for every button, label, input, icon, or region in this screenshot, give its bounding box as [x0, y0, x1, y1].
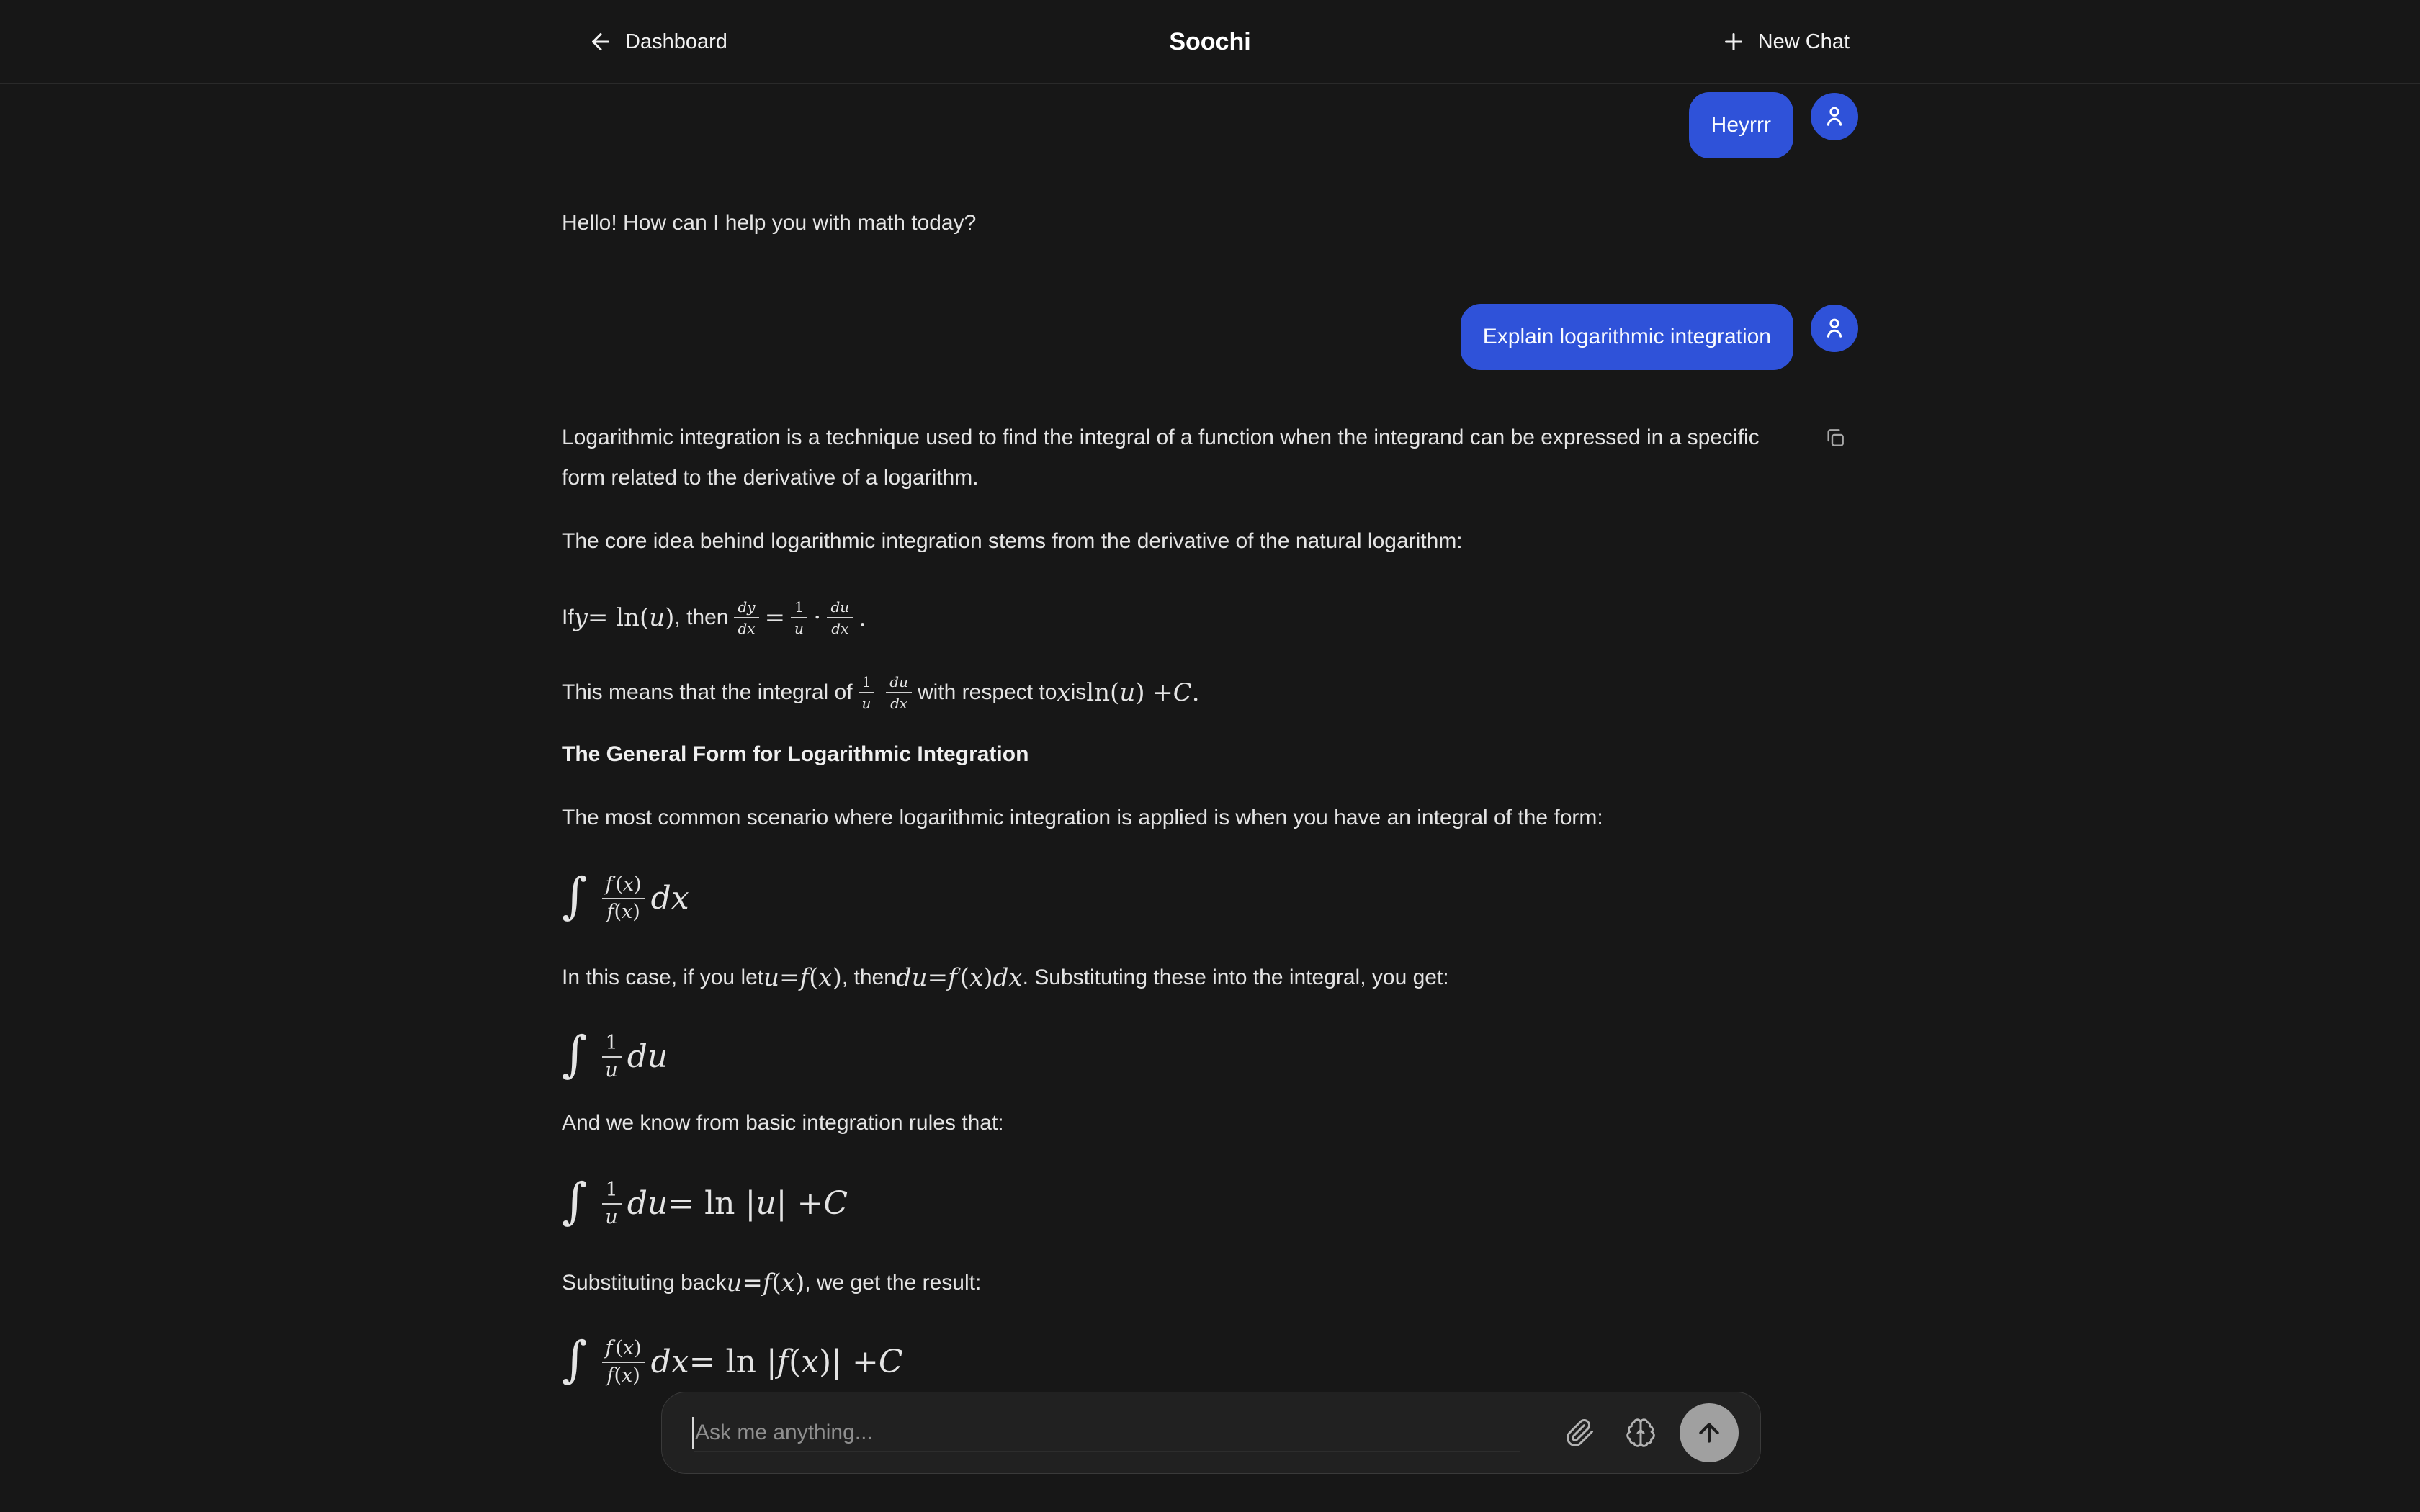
- text-run: du: [830, 598, 850, 616]
- text-run: du: [627, 1185, 668, 1222]
- text-run: , we get the result:: [805, 1271, 982, 1295]
- text-run: (: [771, 1269, 781, 1297]
- text-run: u: [605, 1206, 618, 1228]
- text-run: dx: [650, 1344, 689, 1380]
- text-run: 1: [861, 673, 871, 690]
- text-run: dx: [890, 695, 908, 712]
- chat-input[interactable]: [694, 1421, 1560, 1445]
- message-block: [562, 521, 1795, 562]
- text-run: with respect to: [917, 680, 1057, 704]
- text-run: C: [878, 1344, 903, 1380]
- text-run: =: [742, 1269, 763, 1297]
- composer-divider: [694, 1451, 1520, 1452]
- text-run: = ln |: [689, 1344, 777, 1380]
- text-run: (: [809, 963, 819, 992]
- text-run: , then: [674, 606, 729, 629]
- text-run: .: [1191, 678, 1200, 707]
- text-run: dx: [738, 620, 756, 637]
- math-fraction: [602, 1337, 645, 1388]
- text-run: )| +: [819, 1344, 879, 1380]
- person-icon: [1821, 315, 1847, 341]
- math-fraction: [602, 1179, 622, 1230]
- text-run: f: [776, 1344, 789, 1380]
- back-label: Dashboard: [625, 30, 727, 53]
- new-chat-label: New Chat: [1757, 30, 1850, 53]
- text-run: dx: [831, 620, 849, 637]
- new-chat-button[interactable]: [1721, 0, 1850, 84]
- text-run: =: [927, 963, 949, 992]
- text-run: ): [665, 603, 675, 632]
- arrow-up-icon: [1695, 1418, 1724, 1447]
- text-run: (: [614, 1364, 622, 1387]
- math-fraction: [886, 673, 912, 712]
- brain-icon: [1625, 1417, 1657, 1449]
- text-run: ): [983, 963, 993, 992]
- text-run: =: [764, 603, 786, 632]
- text-run: x: [621, 901, 633, 923]
- text-run: du: [895, 963, 928, 992]
- text-run: If: [562, 606, 574, 629]
- text-run: ): [634, 1336, 642, 1359]
- text-run: u: [794, 620, 804, 637]
- text-run: x: [1057, 678, 1071, 707]
- text-run: f: [948, 963, 957, 992]
- text-run: This means that the integral of: [562, 680, 853, 704]
- user-avatar: [1811, 305, 1858, 352]
- message-block: [562, 945, 1795, 1011]
- text-run: (: [615, 873, 623, 896]
- text-run: y: [573, 603, 588, 632]
- message-block: [562, 585, 1795, 651]
- integral-sign: ∫: [562, 1026, 588, 1084]
- text-run: (: [959, 963, 970, 992]
- text-run: ′: [612, 873, 616, 888]
- user-message-bubble: Heyrrr: [1689, 92, 1793, 158]
- text-run: | +: [776, 1185, 824, 1222]
- user-message-row: [562, 304, 1858, 370]
- paperclip-icon: [1565, 1418, 1595, 1448]
- text-run: x: [622, 1336, 635, 1359]
- text-run: =: [779, 963, 800, 992]
- text-run: ): [832, 963, 842, 992]
- message-block: [562, 1103, 1795, 1143]
- math-display-block: [562, 1166, 1795, 1241]
- text-run: ⋅: [812, 603, 822, 632]
- text-run: u: [763, 963, 780, 992]
- text-run: x: [969, 963, 984, 992]
- text-run: In this case, if you let: [562, 966, 764, 989]
- text-run: dx: [650, 880, 689, 917]
- text-run: And we know from basic integration rules that:: [562, 1111, 1004, 1135]
- text-run: u: [1119, 678, 1136, 707]
- text-run: dy: [738, 598, 756, 616]
- reasoning-toggle-button[interactable]: [1621, 1413, 1661, 1453]
- math-fraction: [734, 598, 758, 637]
- text-run: (: [614, 901, 622, 923]
- text-run: f: [605, 873, 613, 896]
- text-run: = ln(: [587, 603, 650, 632]
- integral-sign: ∫: [562, 1173, 588, 1230]
- text-run: The core idea behind logarithmic integration stems from the derivative of the natural logarithm:: [562, 529, 1463, 553]
- text-run: x: [781, 1269, 795, 1297]
- text-run: du: [889, 673, 908, 690]
- math-fraction: [859, 673, 875, 712]
- page-title: Soochi: [1169, 27, 1251, 55]
- math-fraction: [791, 598, 807, 637]
- text-run: x: [622, 873, 635, 896]
- message-block: [562, 1250, 1795, 1316]
- text-run: (: [615, 1336, 623, 1359]
- user-message-row: [562, 92, 1858, 158]
- chat-scroll-area[interactable]: [0, 84, 2420, 1389]
- text-run: f: [605, 1336, 613, 1359]
- integral-sign: ∫: [562, 868, 588, 925]
- text-run: ): [634, 873, 642, 896]
- text-run: C: [823, 1185, 848, 1222]
- chat-column: [562, 92, 1858, 1400]
- text-run: ′: [612, 1336, 616, 1351]
- text-run: u: [649, 603, 666, 632]
- text-run: dx: [992, 963, 1023, 992]
- math-fraction: [602, 873, 645, 924]
- text-run: . Substituting these into the integral, you get:: [1022, 966, 1449, 989]
- text-run: ) +: [1135, 678, 1173, 707]
- text-run: u: [605, 1059, 618, 1081]
- text-run: C: [1173, 678, 1192, 707]
- assistant-rich-content: [562, 418, 1795, 1400]
- text-run: The General Form for Logarithmic Integration: [562, 742, 1029, 766]
- text-run: x: [801, 1344, 820, 1380]
- text-run: x: [621, 1364, 633, 1387]
- math-fraction: [827, 598, 853, 637]
- text-run: ): [794, 1269, 805, 1297]
- text-run: ): [632, 901, 640, 923]
- text-run: = ln |: [668, 1185, 756, 1222]
- assistant-text: Hello! How can I help you with math today?: [562, 211, 977, 235]
- message-block: [562, 798, 1795, 838]
- top-bar: [0, 0, 2420, 84]
- text-run: u: [861, 695, 871, 712]
- user-message-bubble: Explain logarithmic integration: [1461, 304, 1793, 370]
- text-run: (: [789, 1344, 802, 1380]
- text-run: ln(: [1086, 678, 1120, 707]
- text-run: f: [606, 1364, 614, 1387]
- text-run: du: [627, 1038, 668, 1075]
- text-run: Substituting back: [562, 1271, 727, 1295]
- text-run: ′: [956, 970, 960, 985]
- copy-icon: [1824, 426, 1847, 449]
- integral-sign: ∫: [562, 1331, 588, 1389]
- assistant-message: [562, 418, 1858, 1400]
- text-run: u: [726, 1269, 743, 1297]
- text-run: u: [756, 1185, 776, 1222]
- math-fraction: [602, 1032, 622, 1083]
- math-display-block: [562, 1325, 1795, 1400]
- text-run: f: [606, 901, 614, 923]
- text-run: Logarithmic integration is a technique used to find the integral of a function when the integrand can be expressed in a specific form related to the derivative of a logarithm.: [562, 426, 1760, 490]
- text-run: f: [762, 1269, 772, 1297]
- text-run: 1: [605, 1178, 618, 1201]
- message-block: [562, 660, 1795, 726]
- text-run: ): [632, 1364, 640, 1387]
- message-block: [562, 418, 1795, 498]
- person-icon: [1821, 104, 1847, 130]
- text-run: 1: [605, 1031, 618, 1054]
- message-composer: [661, 1392, 1761, 1474]
- text-run: 1: [794, 598, 804, 616]
- text-run: , then: [841, 966, 896, 989]
- text-run: .: [859, 603, 866, 632]
- text-run: The most common scenario where logarithmic integration is applied is when you have an integral of the form:: [562, 806, 1603, 829]
- assistant-message: [562, 203, 1858, 243]
- send-button[interactable]: [1680, 1403, 1739, 1462]
- attach-file-button[interactable]: [1560, 1413, 1600, 1453]
- copy-message-button[interactable]: [1819, 422, 1851, 454]
- text-run: f: [799, 963, 810, 992]
- message-heading: [562, 734, 1795, 775]
- text-run: is: [1070, 680, 1087, 704]
- plus-icon: [1721, 29, 1747, 55]
- text-run: x: [818, 963, 833, 992]
- math-display-block: [562, 861, 1795, 936]
- user-avatar: [1811, 93, 1858, 140]
- math-display-block: [562, 1020, 1795, 1094]
